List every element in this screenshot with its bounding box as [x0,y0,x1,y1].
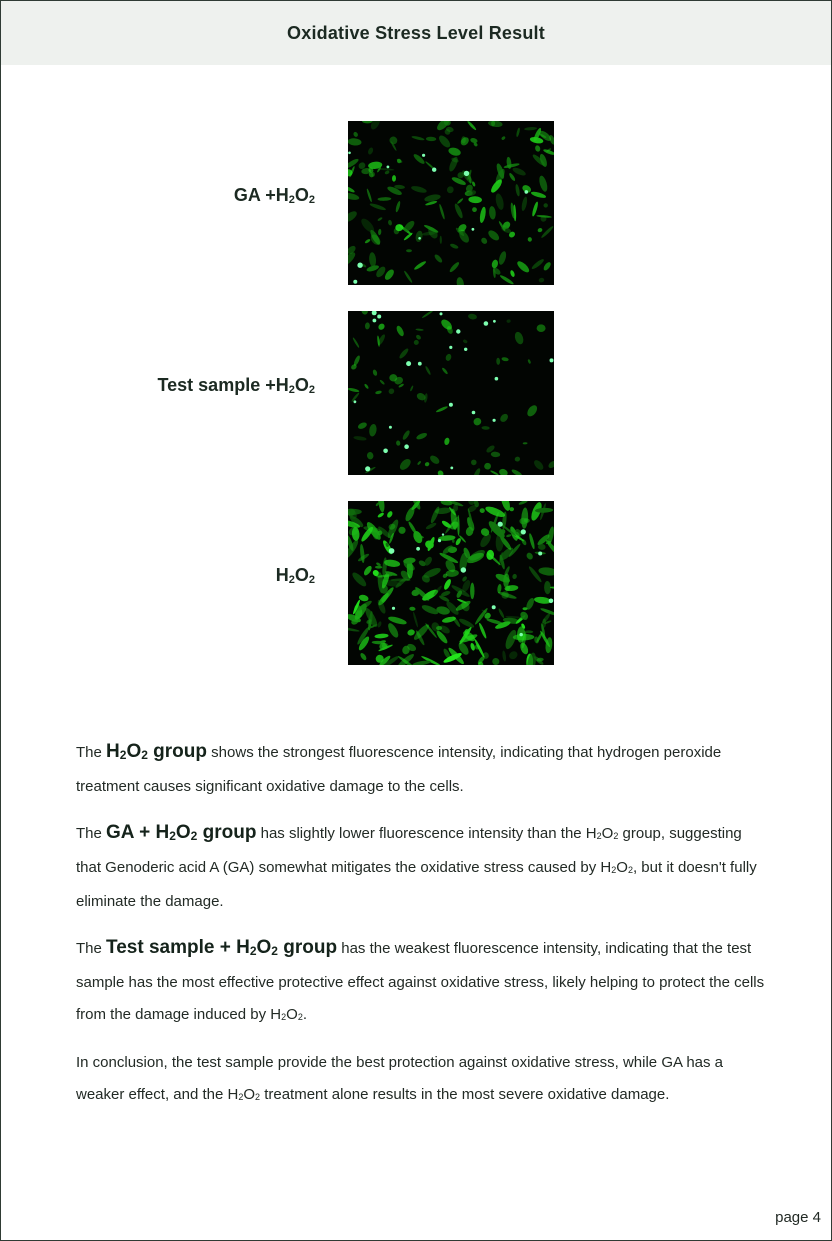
page-title: Oxidative Stress Level Result [287,22,545,43]
micrograph-panels [1,119,831,689]
panel-ga-h2o2 [1,119,831,309]
paragraph-ga-group: The GA + $H_2O_2$ group has slightly lower fluorescence intensity than the $H_2O_2$ group, suggesting that Genoderic acid A (GA) somewhat mitigates the oxidative stress caused by $H_2O_2$, but it doesn't fully eliminate the damage. [76,822,757,910]
panel-test-sample-h2o2 [1,309,831,499]
results-text [76,736,766,1127]
emphasis-test-sample-group: Test sample + $H_2O_2$ group [106,937,338,958]
paragraph-conclusion: In conclusion, the test sample provide the best protection against oxidative stress, while GA has a weaker effect, and the $H_2O_2$ treatment alone results in the most severe oxidative damage. [76,1054,724,1103]
panel-label: Test sample $+H_2O_2$ [157,375,315,396]
panel-h2o2 [1,499,831,689]
emphasis-h2o2-group: $H_2O_2$ group [106,741,208,762]
fluorescence-micrograph-icon [348,501,554,665]
emphasis-ga-group: GA + $H_2O_2$ group [106,822,257,843]
page-number: page 4 [775,1209,821,1226]
paragraph-h2o2-group: The $H_2O_2$ group shows the strongest fluorescence intensity, indicating that hydrogen peroxide treatment causes significant oxidative damage to the cells. [76,741,722,795]
paragraph-test-sample-group: The Test sample + $H_2O_2$ group has the weakest fluorescence intensity, indicating that the test sample has the most effective protective effect against oxidative stress, likely helping to protect the cells from the damage induced by $H_2O_2$. [76,937,765,1023]
fluorescence-micrograph-icon [348,311,554,475]
fluorescence-micrograph-icon [348,121,554,285]
page-header [1,1,831,65]
panel-label: GA $+H_2O_2$ [233,185,315,206]
panel-label: $H_2O_2$ [275,565,315,586]
